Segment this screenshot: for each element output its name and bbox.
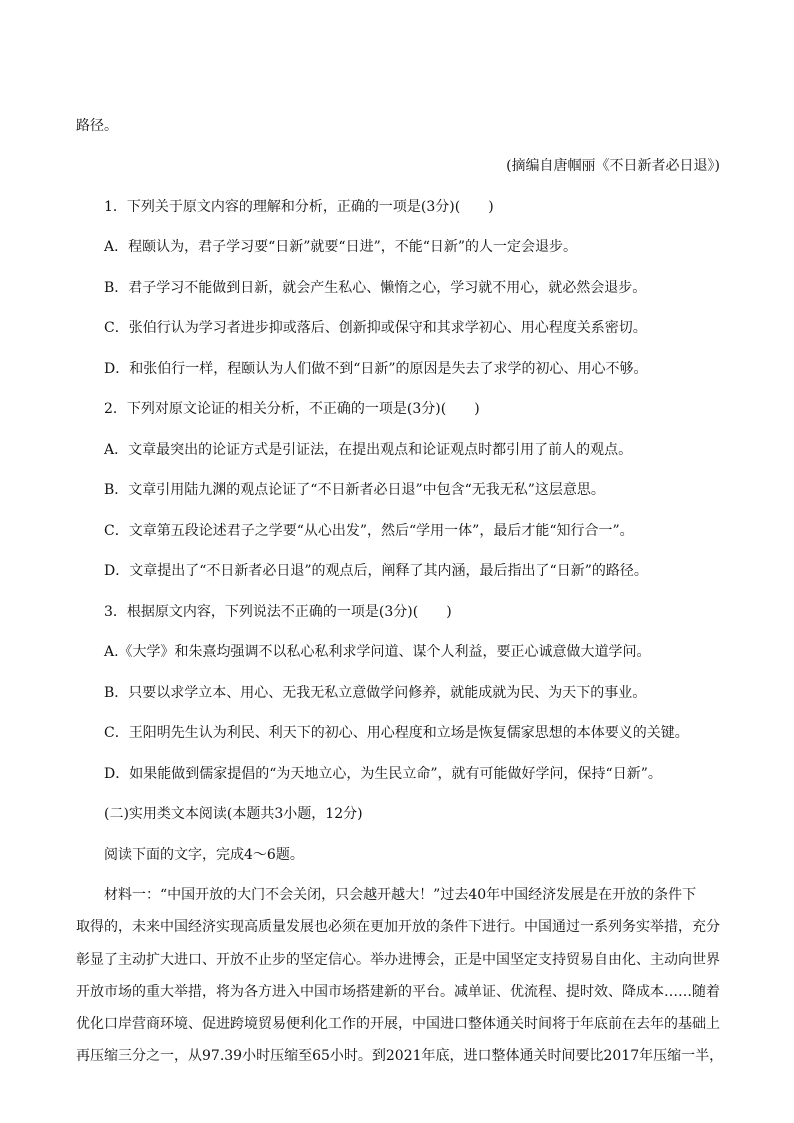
material-paragraph <box>76 885 724 1079</box>
paragraph-line: 优化口岸营商环境、促进跨境贸易便利化工作的开展，中国进口整体通关时间将于年底前在去年的基础上 <box>76 1016 720 1033</box>
question-2-option-b: B．文章引用陆九渊的观点论证了“不日新者必日退”中包含“无我无私”这层意思。 <box>104 482 605 498</box>
paragraph-line: 取得的，未来中国经济实现高质量发展也必须在更加开放的条件下进行。中国通过一系列务实举措，充分 <box>76 919 720 936</box>
question-1-option-c: C．张伯行认为学习者进步抑或落后、创新抑或保守和其求学初心、用心程度关系密切。 <box>104 320 647 336</box>
source-citation: (摘编自唐帼丽《不日新者必日退》) <box>506 158 720 174</box>
section-heading: (二)实用类文本阅读(本题共3小题，12分) <box>104 806 363 822</box>
reading-instruction: 阅读下面的文字，完成4～6题。 <box>104 847 304 863</box>
question-3-option-c: C．王阳明先生认为利民、利天下的初心、用心程度和立场是恢复儒家思想的本体要义的关键。 <box>104 725 689 741</box>
question-3-option-b: B．只要以求学立本、用心、无我无私立意做学问修养，就能成就为民、为天下的事业。 <box>104 685 647 701</box>
question-2-stem: 2．下列对原文论证的相关分析，不正确的一项是(3分)( ) <box>104 401 480 417</box>
question-3-option-d: D．如果能做到儒家提倡的“为天地立心，为生民立命”，就有可能做好学问，保持“日新”。 <box>104 766 662 782</box>
question-1-option-b: B．君子学习不能做到日新，就会产生私心、懒惰之心，学习就不用心，就必然会退步。 <box>104 280 647 296</box>
question-2-option-a: A．文章最突出的论证方式是引证法，在提出观点和论证观点时都引用了前人的观点。 <box>104 442 633 458</box>
paragraph-line: 再压缩三分之一，从97.39小时压缩至65小时。到2021年底，进口整体通关时间要比2017年压缩一半， <box>76 1048 724 1065</box>
question-1-option-d: D．和张伯行一样，程颐认为人们做不到“日新”的原因是失去了求学的初心、用心不够。 <box>104 361 648 377</box>
question-3-stem: 3．根据原文内容，下列说法不正确的一项是(3分)( ) <box>104 604 452 620</box>
question-2-option-d: D．文章提出了“不日新者必日退”的观点后，阐释了其内涵，最后指出了“日新”的路径。 <box>104 563 648 579</box>
question-3-option-a: A.《大学》和朱熹均强调不以私心私利求学问道、谋个人利益，要正心诚意做大道学问。 <box>104 644 651 660</box>
question-1-stem: 1．下列关于原文内容的理解和分析，正确的一项是(3分)( ) <box>104 199 494 215</box>
question-1-option-a: A．程颐认为，君子学习要“日新”就要“日进”，不能“日新”的人一定会退步。 <box>104 239 578 255</box>
paragraph-line: 开放市场的重大举措，将为各方进入中国市场搭建新的平台。减单证、优流程、提时效、降成本……随着 <box>76 983 720 1000</box>
text-line-continuation: 路径。 <box>76 118 118 134</box>
question-2-option-c: C．文章第五段论述君子之学要“从心出发”，然后“学用一体”，最后才能“知行合一”。 <box>104 523 634 539</box>
paragraph-line: 材料一：“中国开放的大门不会关闭，只会越开越大！”过去40年中国经济发展是在开放的条件下 <box>104 887 697 903</box>
paragraph-line: 彰显了主动扩大进口、开放不止步的坚定信心。举办进博会，正是中国坚定支持贸易自由化、主动向世界 <box>76 951 720 968</box>
